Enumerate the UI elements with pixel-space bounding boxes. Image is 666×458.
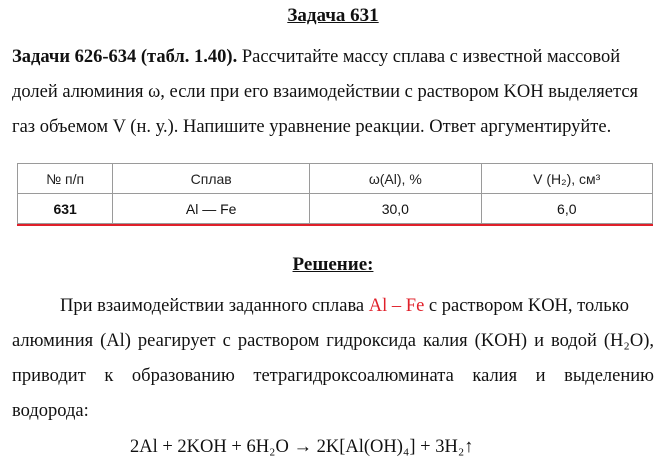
table-header-row: [18, 164, 653, 194]
cell-volume: 6,0: [481, 194, 652, 224]
solution-text-1a: При взаимодействии заданного сплава: [60, 296, 369, 316]
solution-line-1: [12, 289, 654, 324]
table-underline: [17, 224, 653, 226]
cell-number: 631: [18, 194, 113, 224]
column-header-number: № п/п: [18, 164, 113, 194]
task-line-2: долей алюминия ω, если при его взаимодействии с раствором KOH выделяется: [12, 82, 639, 102]
cell-alloy: Al — Fe: [113, 194, 310, 224]
task-text-1: Рассчитайте массу сплава с известной массовой: [237, 47, 621, 67]
solution-line-2: алюминия (Al) реагирует с раствором гидроксида калия (KOH) и водой (H₂O),: [12, 331, 654, 351]
column-header-alloy: Сплав: [113, 164, 310, 194]
task-reference: Задачи 626-634 (табл. 1.40).: [12, 47, 238, 67]
reaction-equation: 2Al + 2KOH + 6H₂O → 2K[Al(OH)₄] + 3H₂↑: [130, 437, 474, 457]
page-title: Задача 631: [287, 5, 379, 26]
column-header-omega: ω(Al), %: [310, 164, 481, 194]
column-header-volume: V (H₂), см³: [481, 164, 652, 194]
task-line-1: [12, 40, 654, 75]
alloy-highlight: Al – Fe: [368, 296, 425, 316]
solution-text-1b: с раствором KOH, только: [424, 296, 629, 316]
solution-line-3: приводит к образованию тетрагидроксоалюмината калия и выделению: [12, 366, 654, 386]
task-line-3: газ объемом V (н. у.). Напишите уравнение реакции. Ответ аргументируйте.: [12, 117, 612, 137]
task-data-table: [17, 163, 653, 224]
solution-text: [12, 289, 654, 429]
task-statement: [12, 40, 654, 145]
table-row: [18, 194, 653, 224]
cell-omega: 30,0: [310, 194, 481, 224]
solution-title: Решение:: [292, 254, 374, 275]
solution-line-4: водорода:: [12, 401, 89, 421]
